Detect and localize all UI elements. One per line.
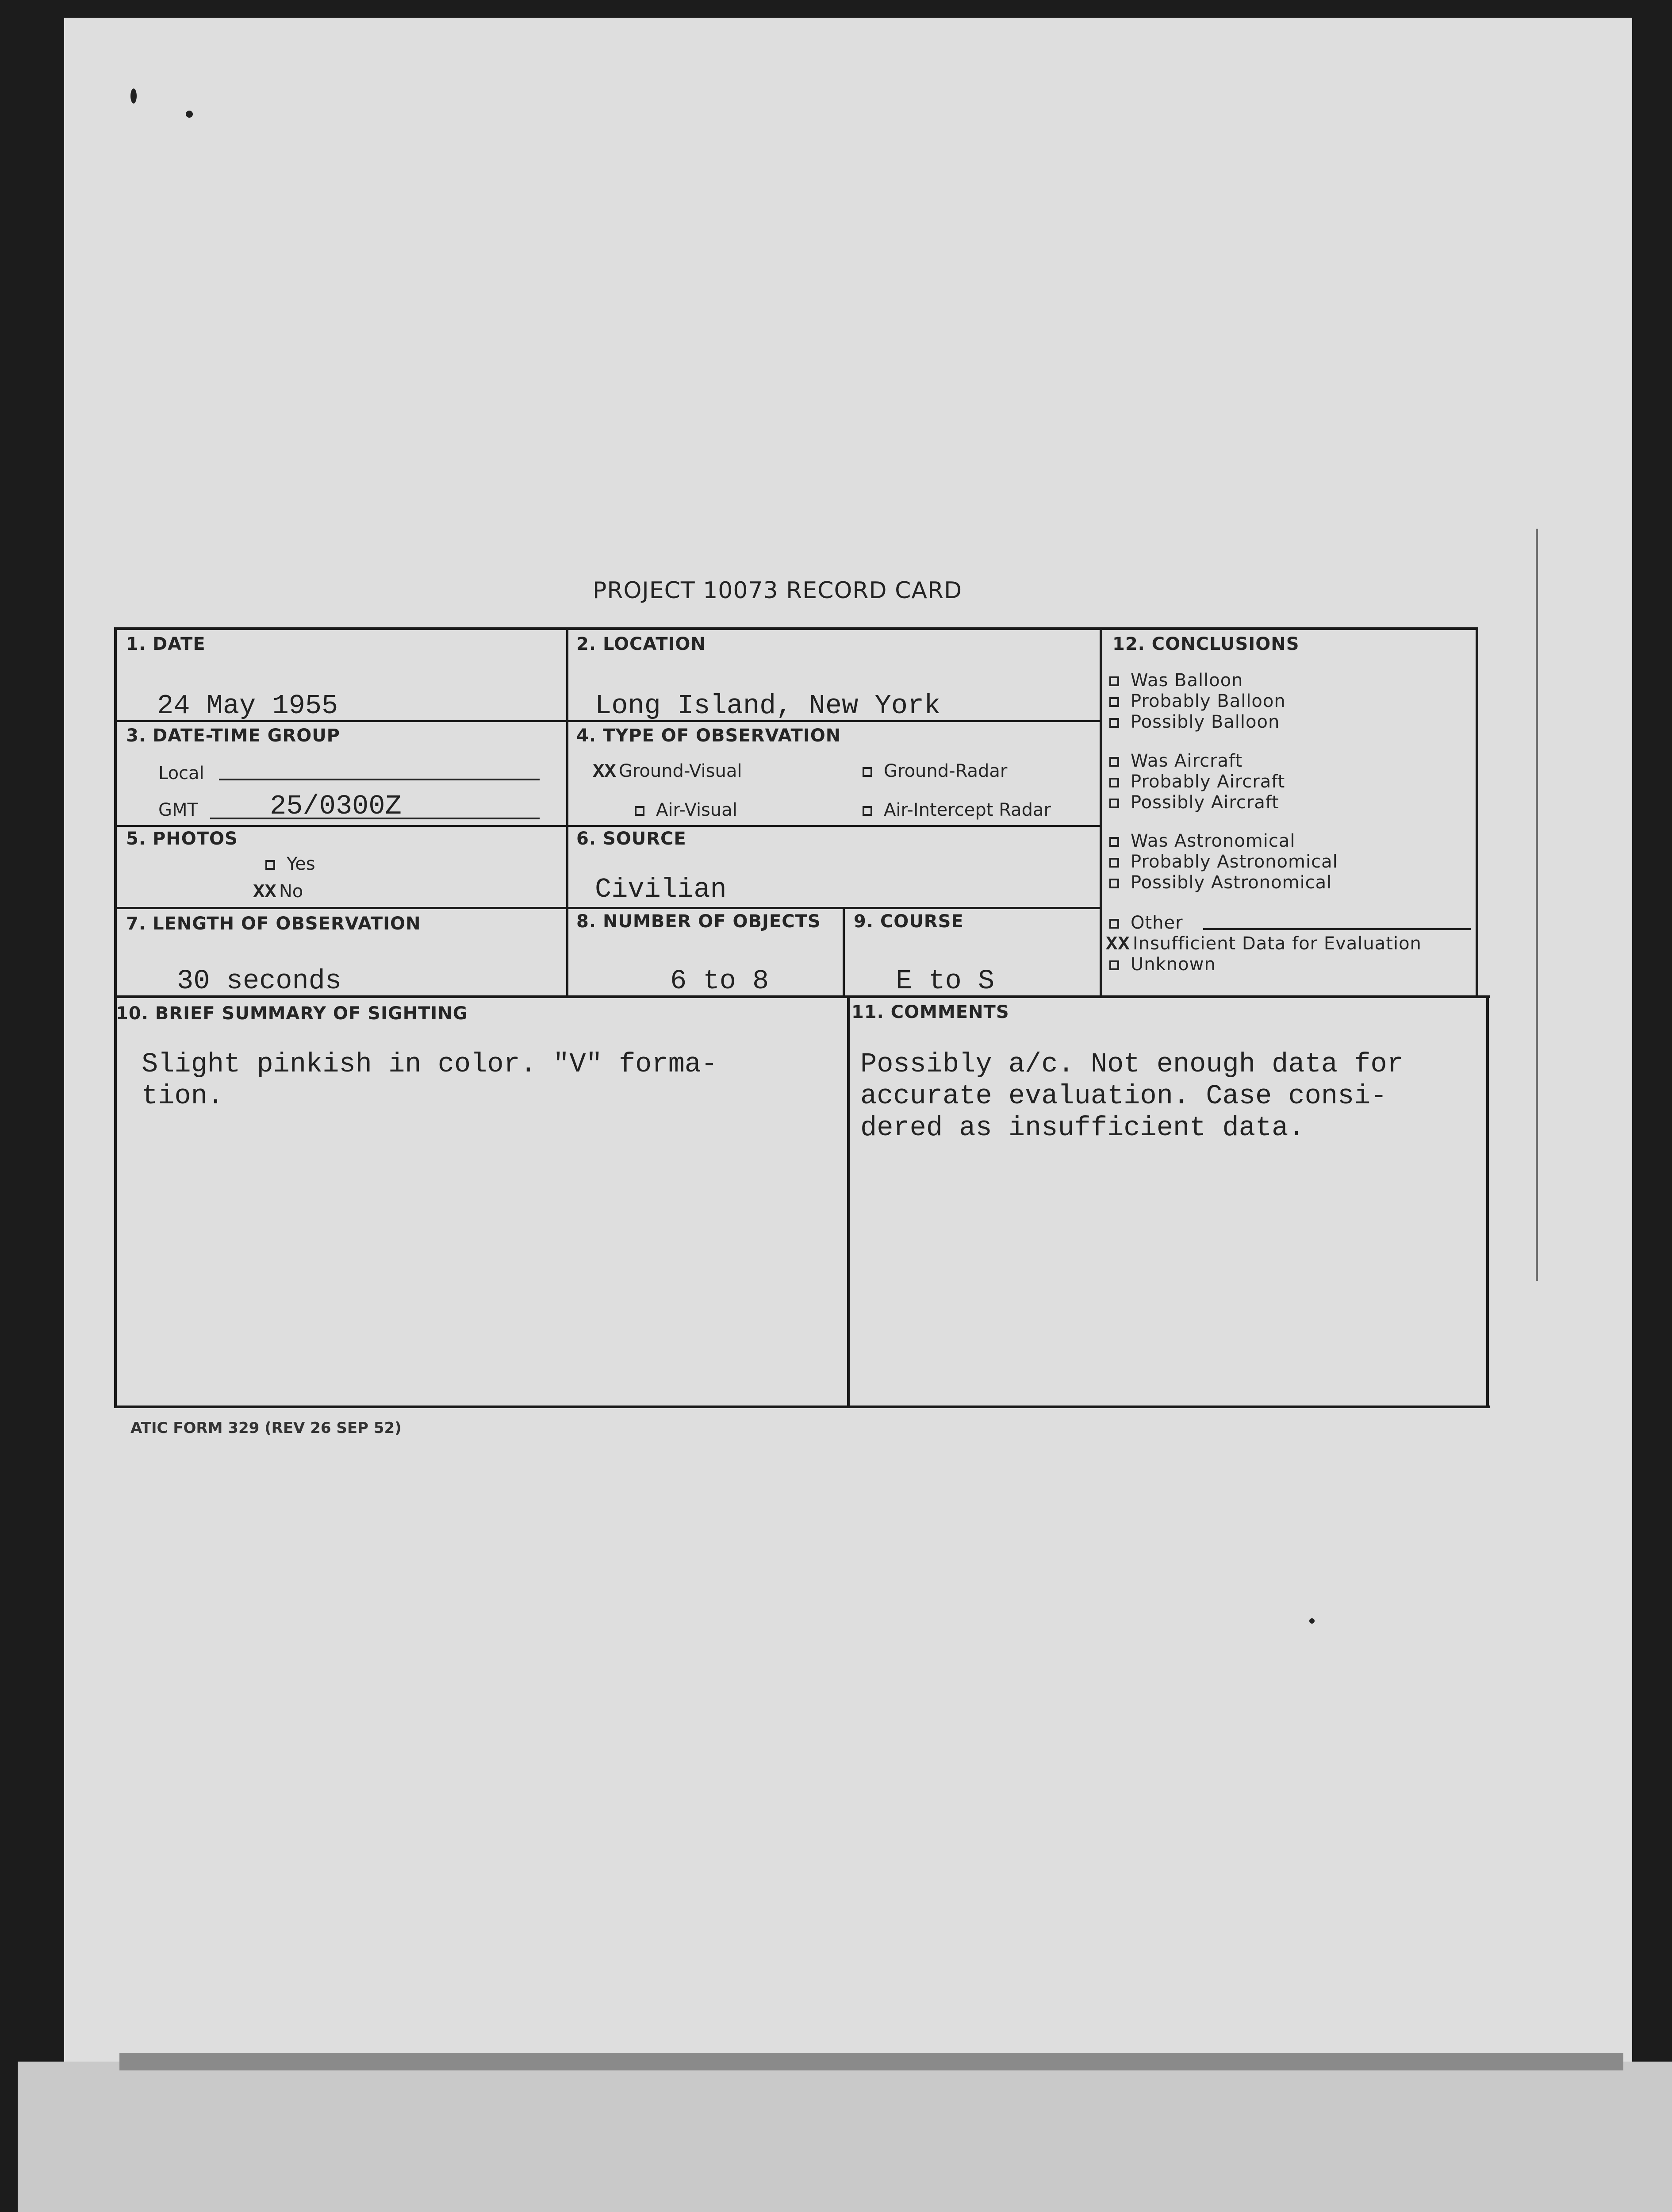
date-value: 24 May 1955 [157, 690, 338, 722]
other-underline [1203, 928, 1471, 930]
conclusion-possibly-balloon [1109, 712, 1280, 732]
conclusions-label: 12. CONCLUSIONS [1112, 634, 1300, 654]
photos-yes-option [265, 854, 315, 874]
form-footer: ATIC FORM 329 (REV 26 SEP 52) [130, 1419, 402, 1437]
course-label: 9. COURSE [854, 911, 964, 932]
air-intercept-label: Air-Intercept Radar [884, 800, 1051, 820]
conclusion-was-aircraft [1109, 751, 1242, 771]
local-underline [219, 779, 540, 780]
conclusion-insufficient-data [1106, 933, 1422, 956]
ground-visual-option [593, 761, 742, 783]
checkbox [1109, 960, 1119, 970]
summary-line: Slight pinkish in color. "V" forma- [142, 1048, 718, 1080]
comments-label: 11. COMMENTS [851, 1002, 1009, 1022]
length-value: 30 seconds [177, 965, 342, 997]
summary-text [142, 1048, 717, 1112]
lower-background-sheet [18, 2062, 1672, 2212]
objects-value: 6 to 8 [670, 965, 769, 997]
air-visual-option [635, 800, 737, 820]
conclusion-label: Other [1131, 913, 1183, 933]
page-edge-line [1536, 529, 1538, 1281]
ground-radar-label: Ground-Radar [884, 761, 1008, 781]
checkbox [1109, 919, 1119, 929]
conclusion-was-balloon [1109, 670, 1243, 691]
checkbox [1109, 799, 1119, 808]
conclusion-label: Was Aircraft [1131, 751, 1243, 771]
insufficient-checkbox: XX [1106, 933, 1130, 956]
air-intercept-option [863, 800, 1051, 820]
local-label: Local [158, 763, 204, 783]
conclusion-was-astronomical [1109, 831, 1296, 851]
checkbox [1109, 879, 1119, 888]
checkbox [1109, 757, 1119, 767]
conclusion-probably-balloon [1109, 691, 1286, 711]
photos-yes-label: Yes [287, 854, 315, 874]
air-visual-checkbox [635, 806, 644, 816]
conclusion-label: Probably Astronomical [1131, 852, 1338, 872]
conclusion-other [1109, 913, 1183, 933]
comments-line: accurate evaluation. Case consi- [860, 1080, 1387, 1112]
conclusion-label: Possibly Balloon [1131, 712, 1280, 732]
card-title: PROJECT 10073 RECORD CARD [593, 577, 963, 604]
photos-no-label: No [279, 881, 303, 902]
ground-visual-label: Ground-Visual [618, 761, 742, 781]
conclusion-label: Was Balloon [1131, 670, 1243, 691]
conclusion-label: Probably Aircraft [1131, 772, 1285, 792]
date-label: 1. DATE [126, 634, 206, 654]
location-label: 2. LOCATION [576, 634, 706, 654]
comments-line: Possibly a/c. Not enough data for [860, 1048, 1404, 1080]
air-visual-label: Air-Visual [656, 800, 737, 820]
conclusion-label: Insufficient Data for Evaluation [1132, 933, 1422, 954]
observation-type-label: 4. TYPE OF OBSERVATION [576, 726, 841, 746]
conclusion-label: Possibly Aircraft [1131, 792, 1279, 813]
checkbox [1109, 718, 1119, 728]
source-value: Civilian [595, 874, 727, 905]
conclusion-probably-aircraft [1109, 772, 1285, 792]
comments-text [860, 1048, 1404, 1144]
checkbox [1109, 676, 1119, 686]
speck [1309, 1618, 1315, 1624]
page-shadow [119, 2053, 1623, 2070]
summary-line: tion. [142, 1080, 224, 1112]
photos-label: 5. PHOTOS [126, 829, 238, 849]
speck [130, 88, 137, 104]
conclusion-label: Was Astronomical [1131, 831, 1296, 851]
conclusion-possibly-aircraft [1109, 792, 1279, 813]
comments-line: dered as insufficient data. [860, 1112, 1305, 1144]
ground-radar-option [863, 761, 1007, 781]
photos-no-option [253, 881, 303, 903]
checkbox [1109, 858, 1119, 868]
conclusion-label: Possibly Astronomical [1131, 872, 1332, 893]
conclusion-probably-astronomical [1109, 852, 1338, 872]
air-intercept-checkbox [863, 806, 872, 816]
location-value: Long Island, New York [595, 690, 941, 722]
conclusion-possibly-astronomical [1109, 872, 1332, 893]
checkbox [1109, 778, 1119, 787]
photos-no-checkbox: XX [253, 881, 276, 903]
course-value: E to S [896, 965, 995, 997]
checkbox [1109, 697, 1119, 707]
ground-visual-checkbox: XX [593, 761, 616, 783]
gmt-label: GMT [158, 800, 198, 820]
ground-radar-checkbox [863, 767, 872, 777]
photos-yes-checkbox [265, 860, 275, 870]
source-label: 6. SOURCE [576, 829, 686, 849]
checkbox [1109, 837, 1119, 847]
speck [186, 111, 193, 118]
conclusion-label: Unknown [1131, 954, 1216, 975]
objects-label: 8. NUMBER OF OBJECTS [576, 911, 821, 932]
gmt-value: 25/0300Z [270, 791, 402, 822]
length-label: 7. LENGTH OF OBSERVATION [126, 914, 421, 934]
summary-label: 10. BRIEF SUMMARY OF SIGHTING [116, 1003, 468, 1024]
conclusion-unknown [1109, 954, 1216, 975]
conclusion-label: Probably Balloon [1131, 691, 1286, 711]
dtg-label: 3. DATE-TIME GROUP [126, 726, 340, 746]
